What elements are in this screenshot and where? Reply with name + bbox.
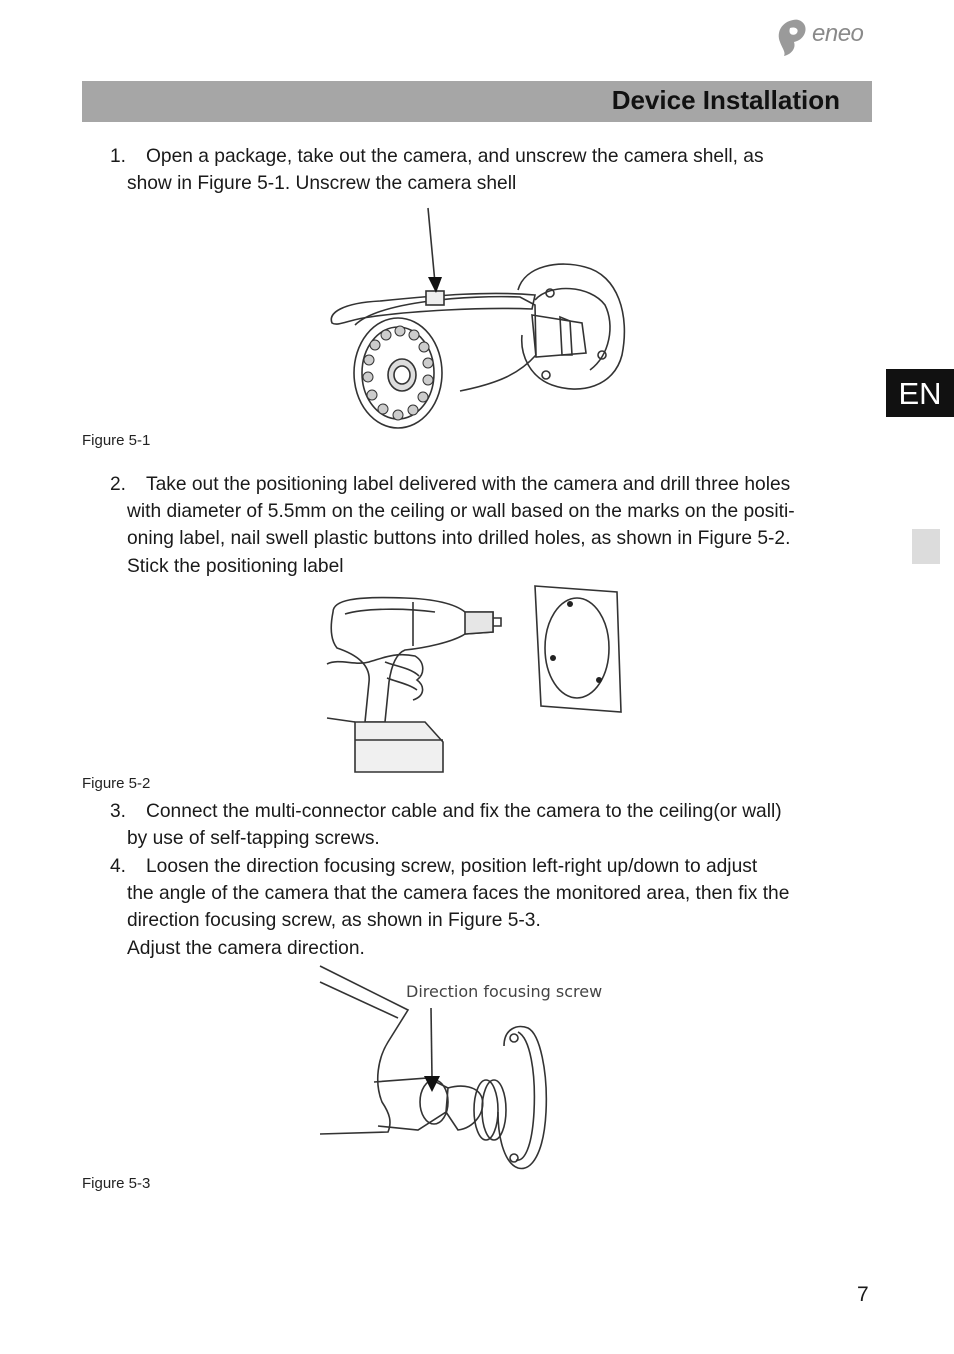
bullet-camera-figure — [320, 205, 630, 433]
eneo-logo-icon — [776, 18, 810, 58]
step-text: Connect the multi-connector cable and fix the camera to the ceiling(or wall) — [146, 801, 782, 822]
page-number: 7 — [857, 1283, 869, 1306]
step-number: 4. — [110, 856, 127, 877]
step-2 — [110, 471, 880, 580]
step-text: with diameter of 5.5mm on the ceiling or wall based on the marks on the positi- — [127, 501, 795, 523]
step-text: Stick the positioning label — [127, 555, 344, 577]
section-header — [82, 81, 872, 122]
step-number: 2. — [110, 474, 127, 495]
language-tab[interactable]: EN — [886, 369, 954, 417]
step-1 — [110, 143, 880, 197]
step-number: 1. — [110, 146, 127, 167]
step-text: by use of self-tapping screws. — [127, 828, 380, 850]
direction-screw-label: Direction focusing screw — [406, 982, 603, 1001]
step-text: Loosen the direction focusing screw, position left-right up/down to adjust — [146, 856, 758, 877]
logo-text: eneo — [812, 20, 864, 47]
drill-and-label-figure — [325, 582, 625, 780]
eneo-logo — [776, 18, 876, 58]
step-text: Open a package, take out the camera, and unscrew the camera shell, as — [146, 146, 764, 167]
direction-screw-figure — [318, 962, 628, 1176]
step-text: the angle of the camera that the camera faces the monitored area, then fix the — [127, 883, 790, 905]
figure-caption: Figure 5-3 — [82, 1175, 151, 1192]
section-title: Device Installation — [611, 85, 840, 115]
side-marker — [912, 529, 940, 564]
step-text: show in Figure 5-1. Unscrew the camera shell — [127, 173, 517, 195]
step-text: oning label, nail swell plastic buttons into drilled holes, as shown in Figure 5-2. — [127, 528, 791, 550]
step-4 — [110, 853, 880, 962]
step-text: Adjust the camera direction. — [127, 937, 365, 959]
step-3 — [110, 798, 880, 852]
arrow-line — [431, 1008, 432, 1078]
step-text: Take out the positioning label delivered with the camera and drill three holes — [146, 474, 791, 495]
step-text: direction focusing screw, as shown in Figure 5-3. — [127, 910, 541, 932]
arrow-line — [428, 208, 435, 283]
figure-caption: Figure 5-1 — [82, 432, 151, 449]
step-number: 3. — [110, 801, 127, 822]
figure-caption: Figure 5-2 — [82, 775, 151, 792]
